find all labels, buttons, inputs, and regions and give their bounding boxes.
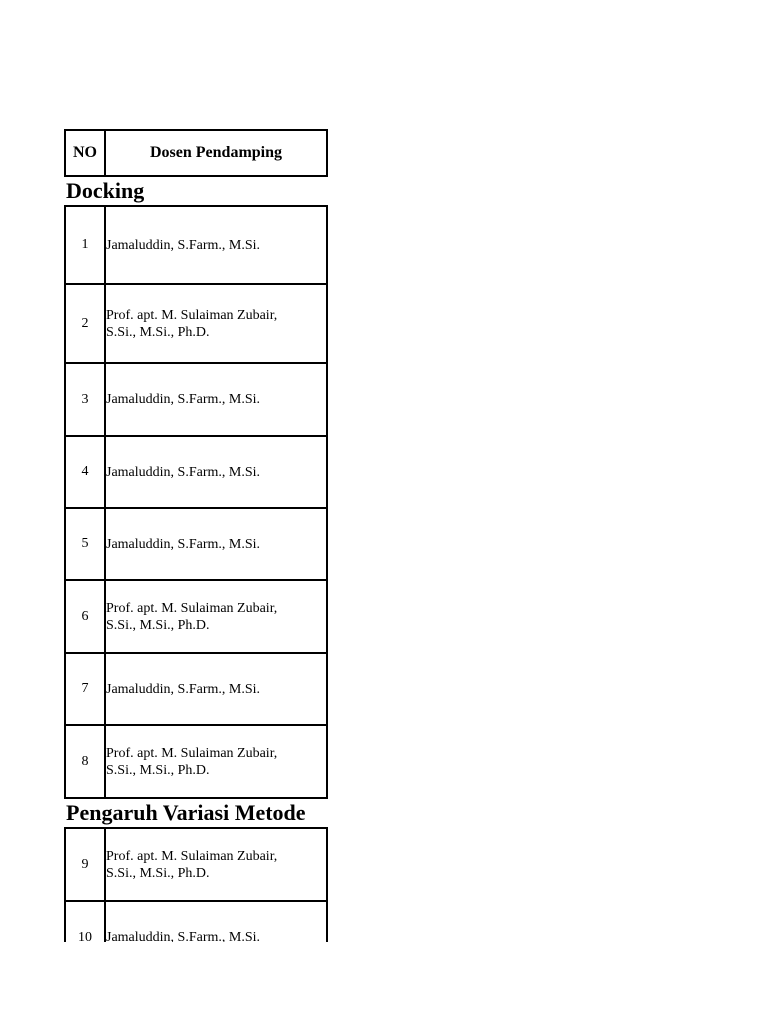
row-number: 1 bbox=[66, 207, 106, 283]
section-title: Pengaruh Variasi Metode bbox=[66, 800, 306, 825]
table-row bbox=[64, 827, 328, 902]
table-row bbox=[64, 579, 328, 654]
row-dosen: Jamaluddin, S.Farm., M.Si. bbox=[106, 930, 261, 942]
row-dosen: Prof. apt. M. Sulaiman Zubair, S.Si., M.Si., Ph.D. bbox=[106, 848, 278, 881]
table-row bbox=[64, 652, 328, 726]
table-row bbox=[64, 724, 328, 799]
row-number: 6 bbox=[66, 581, 106, 652]
row-dosen: Jamaluddin, S.Farm., M.Si. bbox=[106, 237, 261, 253]
row-number: 9 bbox=[66, 829, 106, 900]
row-dosen: Prof. apt. M. Sulaiman Zubair, S.Si., M.Si., Ph.D. bbox=[106, 745, 278, 778]
header-no: NO bbox=[66, 131, 106, 175]
row-number: 2 bbox=[66, 285, 106, 362]
table-row bbox=[64, 205, 328, 285]
table-row bbox=[64, 435, 328, 509]
row-number: 5 bbox=[66, 509, 106, 579]
table-row bbox=[64, 283, 328, 364]
row-dosen: Jamaluddin, S.Farm., M.Si. bbox=[106, 392, 261, 407]
row-number: 3 bbox=[66, 364, 106, 435]
row-dosen: Prof. apt. M. Sulaiman Zubair, S.Si., M.Si., Ph.D. bbox=[106, 600, 278, 633]
row-dosen: Jamaluddin, S.Farm., M.Si. bbox=[106, 464, 261, 480]
row-dosen: Prof. apt. M. Sulaiman Zubair, S.Si., M.Si., Ph.D. bbox=[106, 307, 278, 340]
row-number: 8 bbox=[66, 726, 106, 797]
row-number: 7 bbox=[66, 654, 106, 724]
spreadsheet-table bbox=[64, 129, 328, 942]
row-number: 4 bbox=[66, 437, 106, 507]
row-dosen: Jamaluddin, S.Farm., M.Si. bbox=[106, 536, 261, 552]
table-row bbox=[64, 362, 328, 437]
table-row bbox=[64, 507, 328, 581]
row-dosen: Jamaluddin, S.Farm., M.Si. bbox=[106, 681, 261, 697]
header-dosen-pendamping: Dosen Pendamping bbox=[149, 144, 283, 161]
table-header bbox=[64, 129, 328, 177]
section-title: Docking bbox=[66, 178, 145, 203]
row-number: 10 bbox=[66, 902, 106, 942]
table-row bbox=[64, 900, 328, 942]
